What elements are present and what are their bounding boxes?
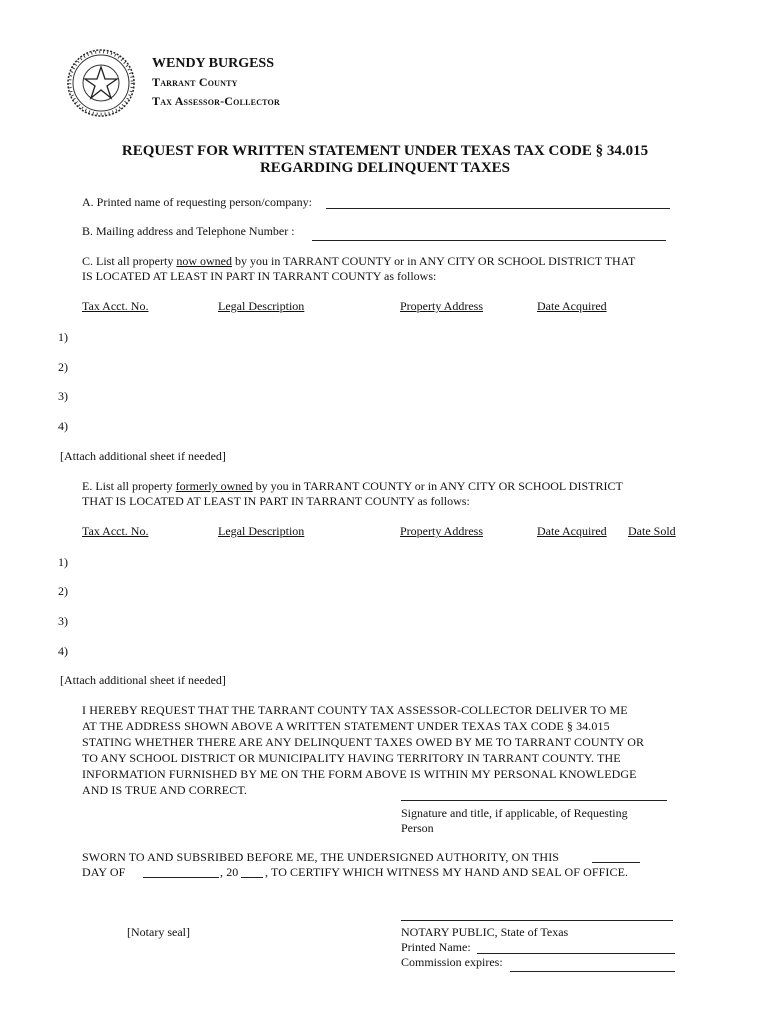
col-property-address: Property Address	[400, 524, 483, 538]
sworn-day-field[interactable]	[592, 862, 640, 863]
sworn-month-field[interactable]	[143, 877, 219, 878]
col-date-sold: Date Sold	[628, 524, 676, 538]
now-owned-emphasis: now owned	[176, 254, 232, 268]
request-line-1: I HEREBY REQUEST THAT THE TARRANT COUNTY TAX ASSESSOR-COLLECTOR DELIVER TO ME	[82, 703, 628, 717]
section-b-label: B. Mailing address and Telephone Number :	[82, 224, 295, 238]
request-line-6: AND IS TRUE AND CORRECT.	[82, 783, 247, 797]
county-name: Tarrant County	[152, 75, 238, 89]
col-tax-acct: Tax Acct. No.	[82, 299, 149, 313]
signature-field[interactable]	[401, 800, 667, 801]
request-line-2: AT THE ADDRESS SHOWN ABOVE A WRITTEN STATEMENT UNDER TEXAS TAX CODE § 34.015	[82, 719, 610, 733]
request-line-5: INFORMATION FURNISHED BY ME ON THE FORM ABOVE IS WITHIN MY PERSONAL KNOWLEDGE	[82, 767, 637, 781]
mailing-address-field[interactable]	[312, 240, 666, 241]
assessor-name: WENDY BURGESS	[152, 56, 275, 71]
request-line-3: STATING WHETHER THERE ARE ANY DELINQUENT TAXES OWED BY ME TO TARRANT COUNTY OR	[82, 735, 645, 749]
col-legal-description: Legal Description	[218, 299, 305, 313]
col-legal-description: Legal Description	[218, 524, 305, 538]
form-title-line2: REGARDING DELINQUENT TAXES	[259, 160, 511, 176]
notary-seal-label: [Notary seal]	[127, 925, 190, 939]
table-row: 2)	[58, 360, 68, 374]
attach-note-e: [Attach additional sheet if needed]	[60, 673, 226, 687]
table-row: 4)	[58, 644, 68, 658]
signature-label-line2: Person	[401, 821, 434, 835]
notary-commission-field[interactable]	[510, 971, 675, 972]
formerly-owned-emphasis: formerly owned	[175, 479, 253, 493]
notary-title: NOTARY PUBLIC, State of Texas	[401, 925, 569, 939]
section-a-label: A. Printed name of requesting person/company:	[82, 195, 312, 209]
signature-label-line1: Signature and title, if applicable, of Requesting	[401, 806, 628, 820]
notary-printed-name-field[interactable]	[477, 953, 675, 954]
section-c-text: C. List all property now owned by you in TARRANT COUNTY or in ANY CITY OR SCHOOL DISTRICT THAT	[82, 254, 636, 268]
sworn-year-field[interactable]	[241, 877, 263, 878]
table-row: 3)	[58, 614, 68, 628]
col-property-address: Property Address	[400, 299, 483, 313]
table-row: 1)	[58, 330, 68, 344]
sworn-line-2-rest: , TO CERTIFY WHICH WITNESS MY HAND AND SEAL OF OFFICE.	[265, 865, 629, 879]
request-line-4: TO ANY SCHOOL DISTRICT OR MUNICIPALITY HAVING TERRITORY IN TARRANT COUNTY. THE	[82, 751, 621, 765]
col-tax-acct: Tax Acct. No.	[82, 524, 149, 538]
sworn-day-of: DAY OF	[82, 865, 126, 879]
section-c-text-line2: IS LOCATED AT LEAST IN PART IN TARRANT COUNTY as follows:	[82, 269, 437, 283]
office-title: Tax Assessor-Collector	[152, 94, 280, 108]
form-title-line1: REQUEST FOR WRITTEN STATEMENT UNDER TEXAS TAX CODE § 34.015	[121, 143, 649, 159]
notary-printed-name-label: Printed Name:	[401, 940, 471, 954]
col-date-acquired: Date Acquired	[537, 524, 607, 538]
notary-signature-field[interactable]	[401, 920, 673, 921]
col-date-acquired: Date Acquired	[537, 299, 607, 313]
sworn-line-1: SWORN TO AND SUBSRIBED BEFORE ME, THE UNDERSIGNED AUTHORITY, ON THIS	[82, 850, 560, 864]
attach-note-c: [Attach additional sheet if needed]	[60, 449, 226, 463]
table-row: 1)	[58, 555, 68, 569]
sworn-year-prefix: , 20	[220, 865, 239, 879]
section-e-text: E. List all property formerly owned by you in TARRANT COUNTY or in ANY CITY OR SCHOOL DISTRICT	[82, 479, 623, 493]
county-seal-icon	[66, 48, 136, 118]
section-e-text-line2: THAT IS LOCATED AT LEAST IN PART IN TARRANT COUNTY as follows:	[82, 494, 470, 508]
table-row: 4)	[58, 419, 68, 433]
table-row: 3)	[58, 389, 68, 403]
notary-commission-label: Commission expires:	[401, 955, 503, 969]
requesting-name-field[interactable]	[326, 208, 670, 209]
table-row: 2)	[58, 584, 68, 598]
